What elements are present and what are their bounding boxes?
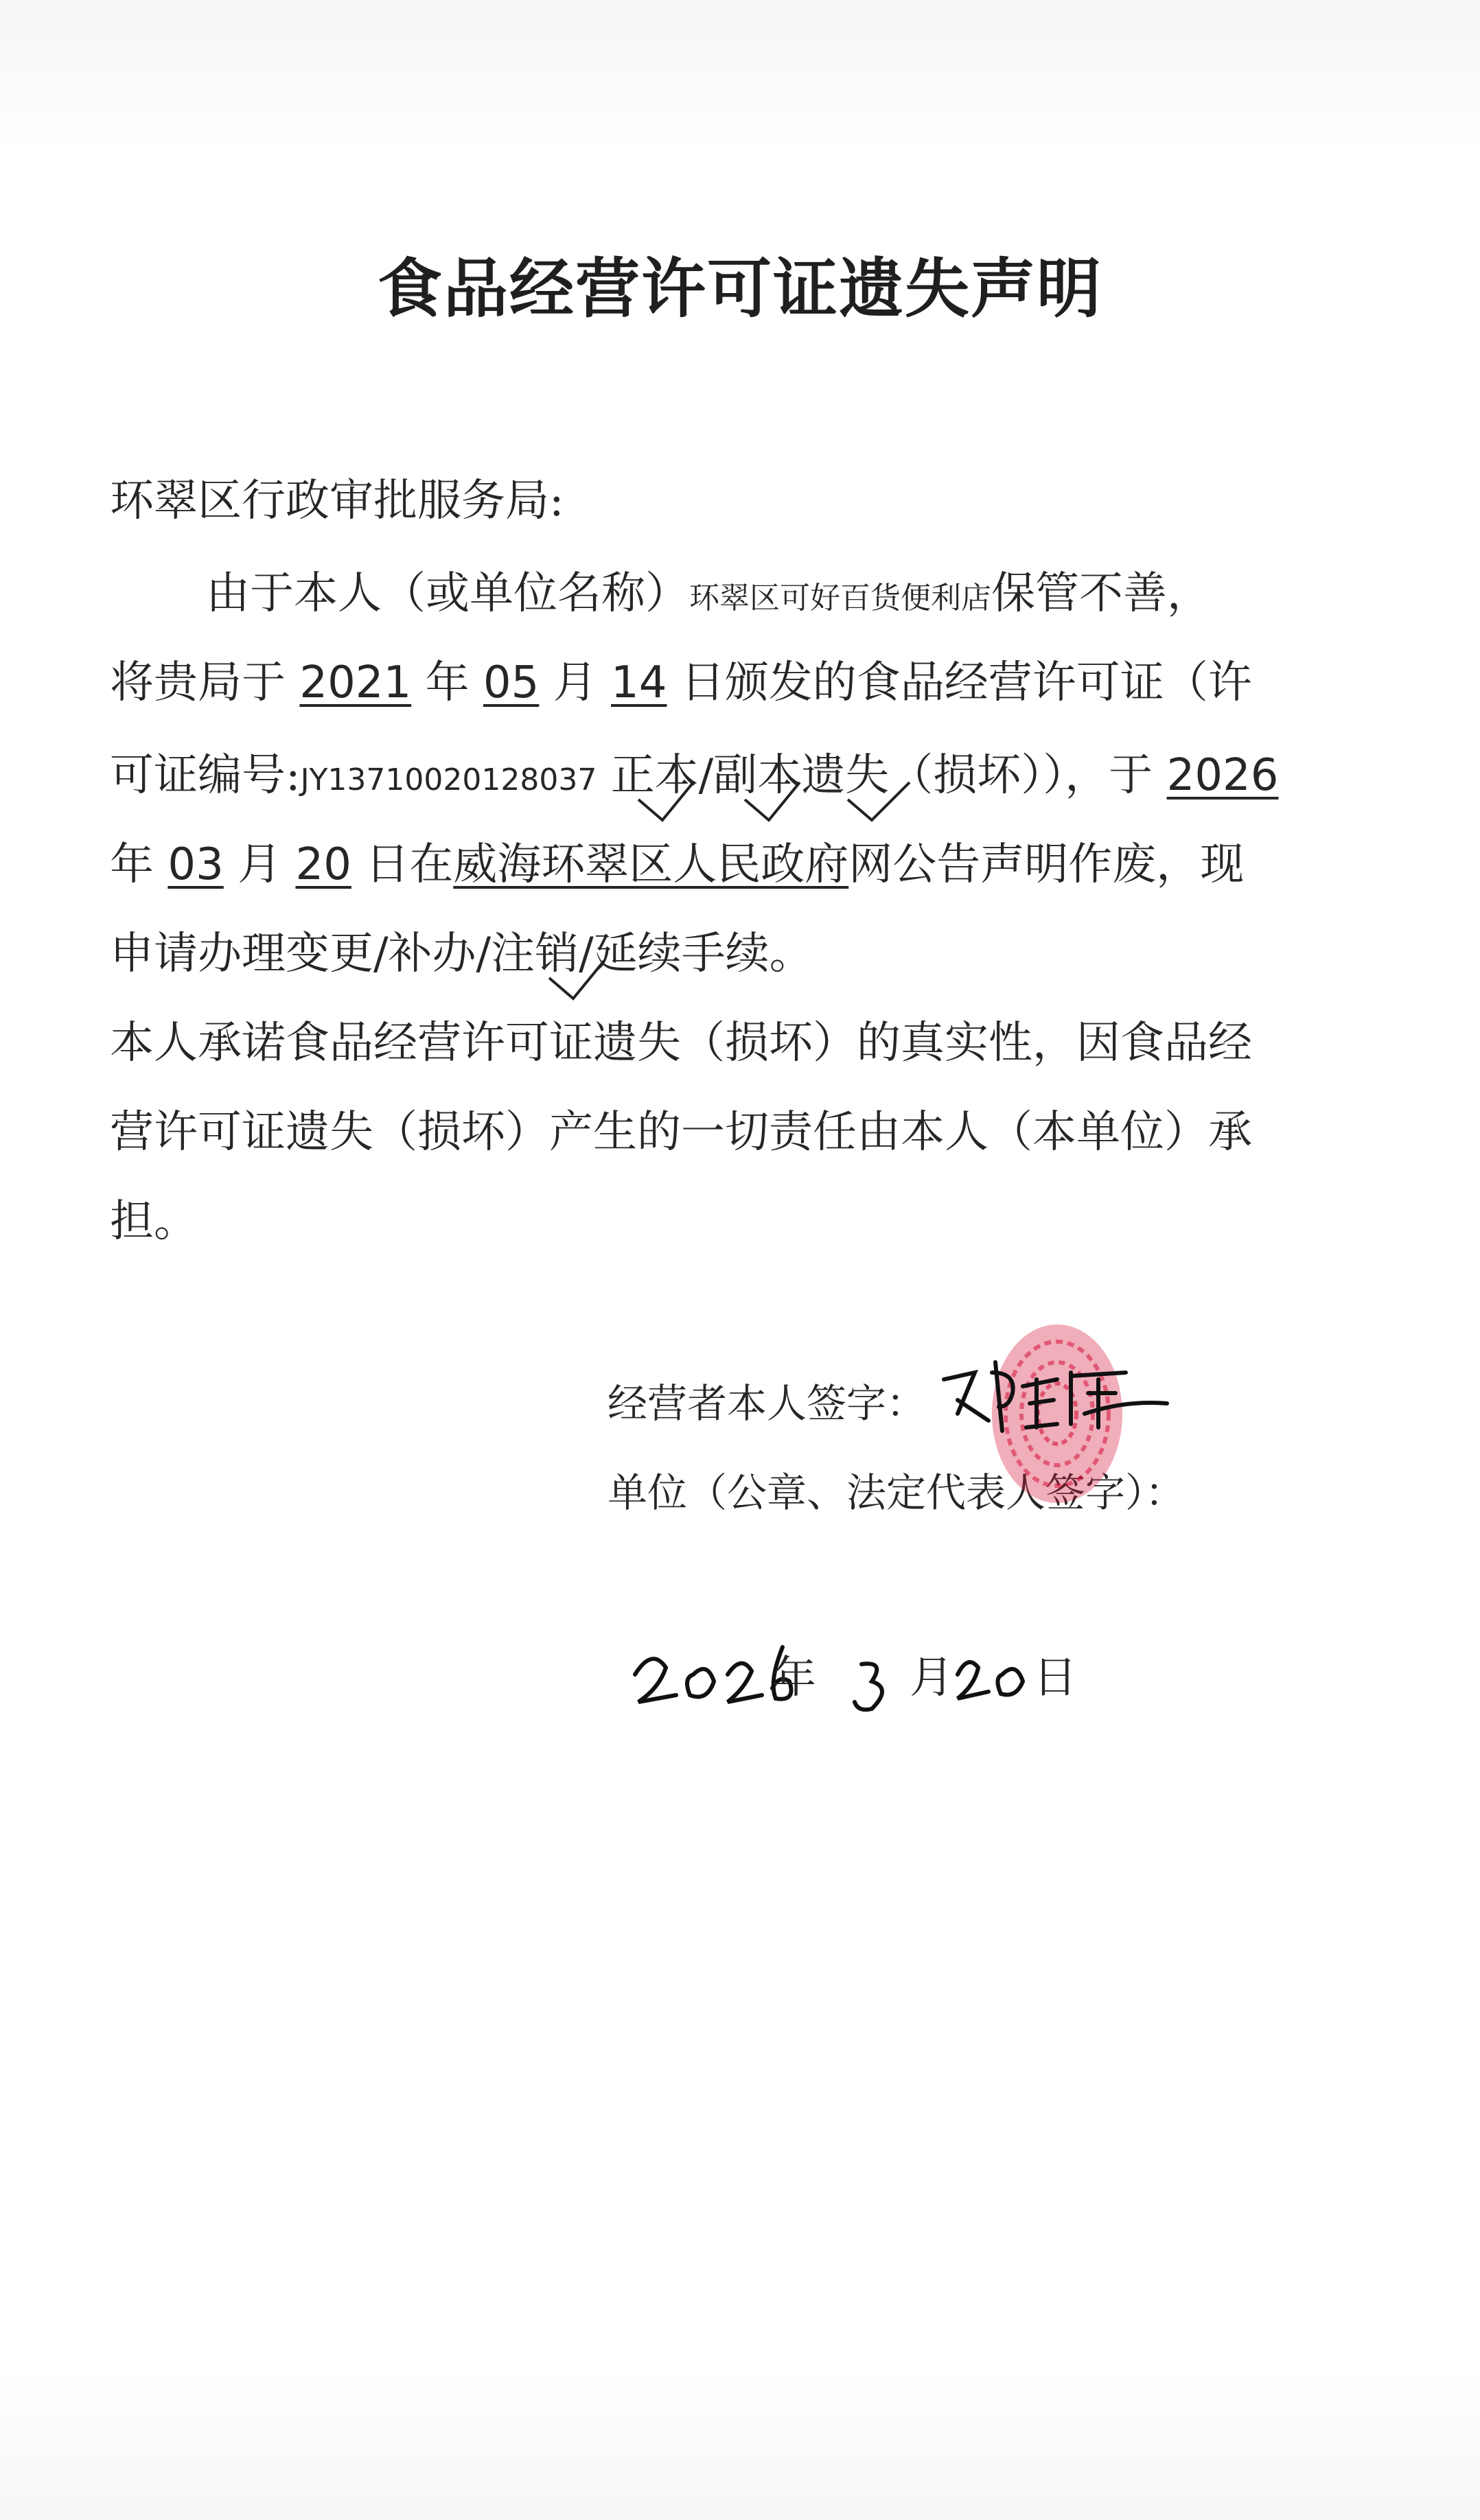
check-icon xyxy=(638,782,693,820)
announce-month: 03 xyxy=(167,839,224,890)
text: 由于本人（或单位名称） xyxy=(206,568,689,619)
check-marks xyxy=(549,782,910,999)
issue-day: 14 xyxy=(611,657,667,708)
text: 日颁发的食品经营许可证（许 xyxy=(680,657,1252,708)
text: 网公告声明作废，现 xyxy=(848,839,1245,890)
unit-name: 环翠区可好百货便利店 xyxy=(689,581,991,616)
text: 日在 xyxy=(365,839,454,890)
text: 可证编号: xyxy=(110,750,301,801)
unit-seal-label: 单位（公章、法定代表人签字）： xyxy=(608,1469,1186,1516)
announce-place: 威海环翠区人民政府 xyxy=(453,839,849,890)
license-number: JY13710020128037 xyxy=(300,762,597,797)
date-month-unit: 月 xyxy=(910,1653,953,1703)
handwritten-date-strokes xyxy=(635,1647,1023,1710)
text: 年 xyxy=(425,657,470,708)
paragraph-line-8: 担。 xyxy=(110,1196,198,1247)
addressee: 环翠区行政审批服务局: xyxy=(110,476,564,526)
paragraph-line-6: 本人承诺食品经营许可证遗失（损坏）的真实性，因食品经 xyxy=(110,1018,1252,1069)
document-title: 食品经营许可证遗失声明 xyxy=(377,252,1102,327)
operator-signature-label: 经营者本人签字： xyxy=(608,1380,927,1427)
date-year-unit: 年 xyxy=(772,1653,816,1703)
paragraph-line-5: 申请办理变更/补办/注销/延续手续。 xyxy=(110,929,813,979)
check-icon xyxy=(549,961,604,999)
date-day-unit: 日 xyxy=(1033,1653,1077,1703)
check-icon xyxy=(848,782,910,820)
text: 月 xyxy=(238,839,282,890)
issue-month: 05 xyxy=(483,657,540,708)
text: 正本/副本遗失（损坏）），于 xyxy=(610,750,1153,801)
text: 月 xyxy=(553,657,597,708)
announce-day: 20 xyxy=(295,839,351,890)
text: 年 xyxy=(110,839,154,890)
text: 保管不善， xyxy=(991,568,1211,619)
text: 将贵局于 xyxy=(110,657,286,708)
paragraph-line-7: 营许可证遗失（损坏）产生的一切责任由本人（本单位）承 xyxy=(110,1107,1252,1158)
announce-year: 2026 xyxy=(1166,750,1279,801)
check-icon xyxy=(745,782,800,820)
issue-year: 2021 xyxy=(299,657,412,708)
